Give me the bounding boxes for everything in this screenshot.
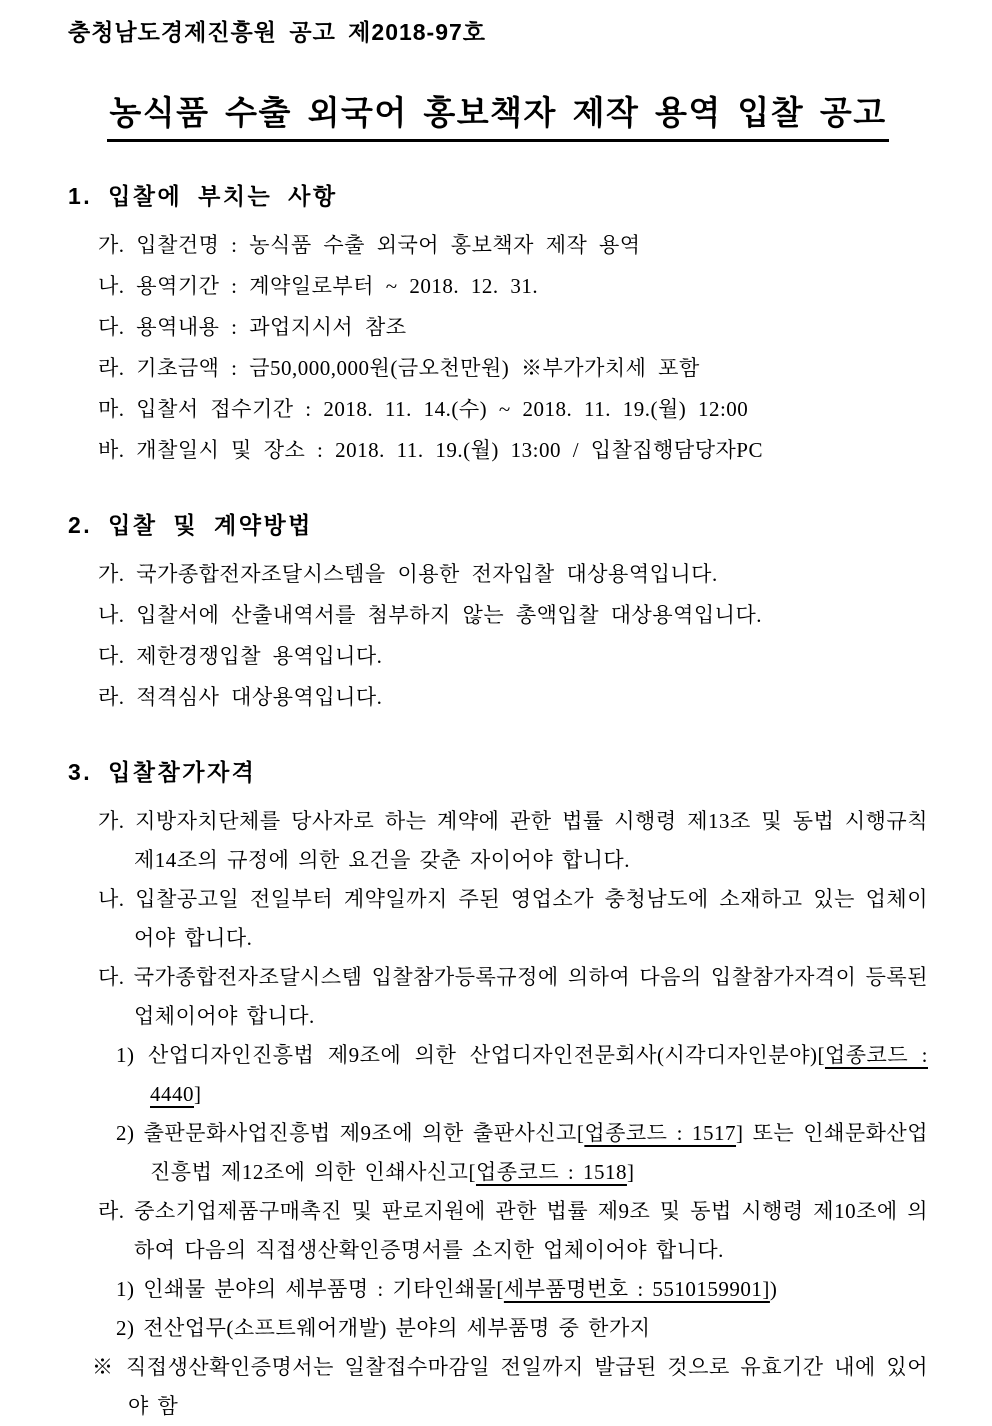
subitem-text: ) [769,1277,778,1301]
list-item-s3-ga: 가. 지방자치단체를 당사자로 하는 계약에 관한 법률 시행령 제13조 및 동법 시행규칙 제14조의 규정에 의한 요건을 갖춘 자이어야 합니다. [98,809,928,872]
list-item-s2-da: 다. 제한경쟁입찰 용역입니다. [98,644,383,668]
list-item-s1-na: 나. 용역기간 : 계약일로부터 ~ 2018. 12. 31. [98,274,539,298]
subitem-text: 1) 인쇄물 분야의 세부품명 : 기타인쇄물[ [116,1277,504,1301]
list-item-s3-na: 나. 입찰공고일 전일부터 계약일까지 주된 영업소가 충청남도에 소재하고 있는 업체이어야 합니다. [98,887,928,950]
subitem-text: ] [626,1160,635,1184]
list-subitem-da-2 [116,1114,928,1192]
section2-heading: 2. 입찰 및 계약방법 [68,512,313,538]
footnote: ※ 직접생산확인증명서는 일찰접수마감일 전일까지 발급된 것으로 유효기간 내에 있어야 함 [92,1355,928,1418]
list-subitem-ra-1 [116,1270,928,1309]
list-subitem-da-1 [116,1036,928,1114]
list-item-s1-ra: 라. 기초금액 : 금50,000,000원(금오천만원) ※부가가치세 포함 [98,356,700,380]
section3-items [92,802,928,1426]
subitem-text: ] [194,1082,202,1106]
subitem-text: ] 또는 인쇄문화산업진흥법 제12조에 의한 인쇄사신고[ [150,1121,928,1184]
list-item-s3-da: 다. 국가종합전자조달시스템 입찰참가등록규정에 의하여 다음의 입찰참가자격이 등록된 업체이어야 합니다. [98,965,928,1028]
list-subitem-ra-2: 2) 전산업무(소프트웨어개발) 분야의 세부품명 중 한가지 [116,1316,651,1340]
list-item-s1-ba: 바. 개찰일시 및 장소 : 2018. 11. 19.(월) 13:00 / 입찰집행담당자PC [98,438,763,462]
title-row [68,87,928,142]
business-code-4440: 업종코드 : 4440 [150,1043,928,1106]
list-item-s1-ga: 가. 입찰건명 : 농식품 수출 외국어 홍보책자 제작 용역 [98,233,641,257]
section1-items [98,225,928,471]
section3-heading: 3. 입찰참가자격 [68,759,257,785]
page-title: 농식품 수출 외국어 홍보책자 제작 용역 입찰 공고 [107,87,888,142]
business-code-1517: 업종코드 : 1517 [584,1121,737,1145]
list-item-s1-da: 다. 용역내용 : 과업지시서 참조 [98,315,407,339]
item-code-5510159901: 세부품명번호 : 5510159901] [503,1277,770,1301]
section1-heading: 1. 입찰에 부치는 사항 [68,183,338,209]
section2-items [98,554,928,718]
list-item-s2-ga: 가. 국가종합전자조달시스템을 이용한 전자입찰 대상용역입니다. [98,562,718,586]
doc-number: 충청남도경제진흥원 공고 제2018-97호 [68,19,487,45]
subitem-text: 1) 산업디자인진흥법 제9조에 의한 산업디자인전문회사(시각디자인분야)[ [116,1043,825,1067]
business-code-1518: 업종코드 : 1518 [475,1160,627,1184]
list-item-s3-ra: 라. 중소기업제품구매촉진 및 판로지원에 관한 법률 제9조 및 동법 시행령 제10조에 의하여 다음의 직접생산확인증명서를 소지한 업체이어야 합니다. [98,1199,928,1262]
list-item-s2-ra: 라. 적격심사 대상용역입니다. [98,685,383,709]
list-item-s1-ma: 마. 입찰서 접수기간 : 2018. 11. 14.(수) ~ 2018. 11. 19.(월) 12:00 [98,397,749,421]
list-item-s2-na: 나. 입찰서에 산출내역서를 첨부하지 않는 총액입찰 대상용역입니다. [98,603,763,627]
subitem-text: 2) 출판문화사업진흥법 제9조에 의한 출판사신고[ [116,1121,585,1145]
